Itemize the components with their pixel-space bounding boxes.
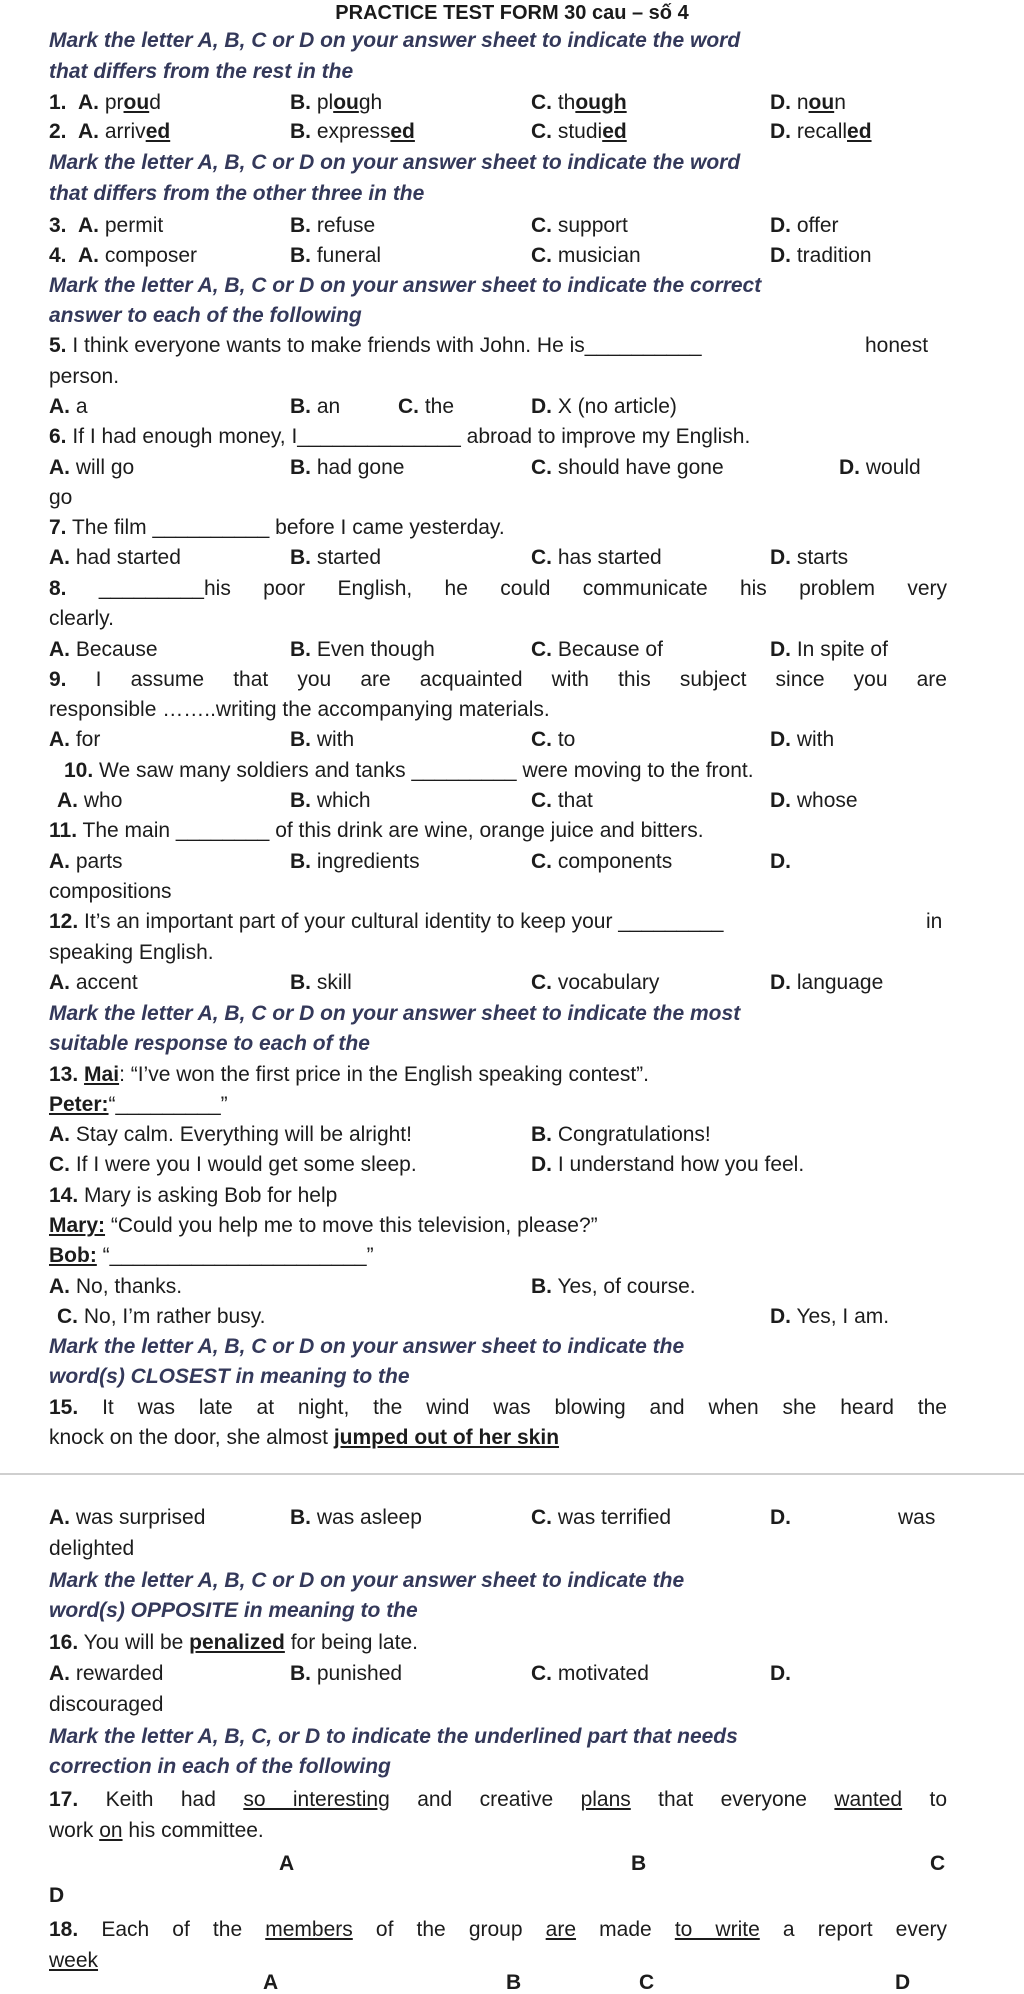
option-d-wrap: compositions xyxy=(49,880,172,903)
option-c: C. the xyxy=(398,395,455,418)
section-instruction: Mark the letter A, B, C or D on your answer sheet to indicate the correct xyxy=(49,274,762,297)
option-c: C. has started xyxy=(531,546,662,569)
option-a: A. No, thanks. xyxy=(49,1275,183,1298)
option-d-text: was xyxy=(898,1506,936,1529)
option-d: D. X (no article) xyxy=(531,395,677,418)
option-b: B. skill xyxy=(290,971,352,994)
option-c: C. studied xyxy=(531,120,627,143)
option-c: C. though xyxy=(531,91,627,114)
page-title: PRACTICE TEST FORM 30 cau – số 4 xyxy=(335,2,689,24)
option-c: C. No, I’m rather busy. xyxy=(57,1305,266,1328)
option-b: B. which xyxy=(290,789,371,812)
option-b: B. funeral xyxy=(290,244,382,267)
option-b: B. started xyxy=(290,546,382,569)
option-a: A. parts xyxy=(49,850,123,873)
option-d-wrap: discouraged xyxy=(49,1693,164,1716)
question-stem: 11. The main ________ of this drink are wine, orange juice and bitters. xyxy=(49,819,704,842)
section-instruction: Mark the letter A, B, C or D on your answer sheet to indicate the word xyxy=(49,29,741,52)
section-instruction: correction in each of the following xyxy=(49,1755,391,1778)
question-stem: week xyxy=(49,1949,99,1972)
option-d: D. starts xyxy=(770,546,849,569)
question-stem: clearly. xyxy=(49,607,114,630)
part-label-a: A xyxy=(279,1852,295,1875)
question-number: 2. xyxy=(49,120,67,143)
part-label-c: C xyxy=(639,1971,655,1994)
option-c: C. motivated xyxy=(531,1662,649,1685)
question-stem: speaking English. xyxy=(49,941,214,964)
option-c: C. Because of xyxy=(531,638,663,661)
part-label-d: D xyxy=(895,1971,911,1994)
option-c: C. should have gone xyxy=(531,456,724,479)
option-b: B. plough xyxy=(290,91,383,114)
dialogue-line: Mary: “Could you help me to move this television, please?” xyxy=(49,1214,598,1237)
option-a: A. was surprised xyxy=(49,1506,206,1529)
section-instruction: Mark the letter A, B, C or D on your answer sheet to indicate the xyxy=(49,1569,685,1592)
option-b: B. an xyxy=(290,395,341,418)
option-c: C. was terrified xyxy=(531,1506,672,1529)
option-a: A. Because xyxy=(49,638,158,661)
question-stem: responsible ……..writing the accompanying materials. xyxy=(49,698,550,721)
part-label-a: A xyxy=(263,1971,279,1994)
part-label-c: C xyxy=(930,1852,946,1875)
section-instruction: that differs from the other three in the xyxy=(49,182,425,205)
option-d: D. language xyxy=(770,971,884,994)
question-stem: 12. It’s an important part of your cultural identity to keep your _________ xyxy=(49,910,724,933)
question-stem: 14. Mary is asking Bob for help xyxy=(49,1184,338,1207)
option-a: A. composer xyxy=(78,244,198,267)
section-instruction: Mark the letter A, B, C or D on your answer sheet to indicate the word xyxy=(49,151,741,174)
response-line: Bob: “______________________” xyxy=(49,1244,374,1267)
option-d: D. In spite of xyxy=(770,638,888,661)
question-stem: knock on the door, she almost jumped out of her skin xyxy=(49,1426,560,1449)
option-a: A. will go xyxy=(49,456,135,479)
option-a: A. who xyxy=(57,789,123,812)
question-number: 4. xyxy=(49,244,67,267)
question-number: 1. xyxy=(49,91,67,114)
part-label-b: B xyxy=(506,1971,522,1994)
option-d: D. would xyxy=(839,456,921,479)
option-a: A. a xyxy=(49,395,88,418)
question-stem: 16. You will be penalized for being late. xyxy=(49,1631,418,1654)
question-stem: 9. I assume that you are acquainted with this subject since you are xyxy=(49,668,947,691)
option-d: D. Yes, I am. xyxy=(770,1305,890,1328)
option-d-wrap: delighted xyxy=(49,1537,135,1560)
option-d-wrap: go xyxy=(49,486,73,509)
part-label-b: B xyxy=(631,1852,647,1875)
page-divider xyxy=(0,1473,1024,1475)
question-stem: 6. If I had enough money, I______________ abroad to improve my English. xyxy=(49,425,751,448)
option-d: D. noun xyxy=(770,91,846,114)
question-stem: person. xyxy=(49,365,120,388)
question-stem: 5. I think everyone wants to make friends with John. He is__________ xyxy=(49,334,702,357)
option-c: C. to xyxy=(531,728,576,751)
option-d: D. with xyxy=(770,728,835,751)
question-stem: 8. _________his poor English, he could communicate his problem very xyxy=(49,577,947,600)
option-b: B. Congratulations! xyxy=(531,1123,711,1146)
option-b: B. refuse xyxy=(290,214,376,237)
section-instruction: that differs from the rest in the xyxy=(49,60,354,83)
option-b: B. expressed xyxy=(290,120,415,143)
question-stem: work on his committee. xyxy=(49,1819,264,1842)
question-stem-tail: in xyxy=(926,910,943,933)
option-d: D. offer xyxy=(770,214,839,237)
option-c: C. that xyxy=(531,789,593,812)
question-stem: 17. Keith had so interesting and creative plans that everyone wanted to xyxy=(49,1788,948,1811)
option-c: C. vocabulary xyxy=(531,971,660,994)
option-d: D. whose xyxy=(770,789,858,812)
option-b: B. had gone xyxy=(290,456,405,479)
option-a: A. accent xyxy=(49,971,138,994)
option-a: A. Stay calm. Everything will be alright! xyxy=(49,1123,412,1146)
option-a: A. permit xyxy=(78,214,164,237)
option-d: D. xyxy=(770,850,791,873)
question-stem: 15. It was late at night, the wind was blowing and when she heard the xyxy=(49,1396,947,1419)
option-a: A. had started xyxy=(49,546,181,569)
section-instruction: Mark the letter A, B, C or D on your answer sheet to indicate the most xyxy=(49,1002,741,1025)
question-number: 3. xyxy=(49,214,67,237)
section-instruction: answer to each of the following xyxy=(49,304,362,327)
response-line: Peter:“_________” xyxy=(49,1093,228,1116)
question-stem: 10. We saw many soldiers and tanks _________ were moving to the front. xyxy=(64,759,754,782)
option-d: D. I understand how you feel. xyxy=(531,1153,805,1176)
option-a: A. proud xyxy=(78,91,161,114)
option-d: D. xyxy=(770,1506,791,1529)
section-instruction: suitable response to each of the xyxy=(49,1032,370,1055)
option-d: D. recalled xyxy=(770,120,872,143)
option-a: A. rewarded xyxy=(49,1662,164,1685)
option-a: A. for xyxy=(49,728,101,751)
option-c: C. musician xyxy=(531,244,641,267)
option-c: C. If I were you I would get some sleep. xyxy=(49,1153,417,1176)
option-b: B. Even though xyxy=(290,638,435,661)
question-stem-tail: honest xyxy=(865,334,929,357)
section-instruction: word(s) OPPOSITE in meaning to the xyxy=(49,1599,418,1622)
section-instruction: word(s) CLOSEST in meaning to the xyxy=(49,1365,410,1388)
option-c: C. components xyxy=(531,850,673,873)
section-instruction: Mark the letter A, B, C, or D to indicate the underlined part that needs xyxy=(49,1725,738,1748)
question-stem: 18. Each of the members of the group are made to write a report every xyxy=(49,1918,948,1941)
option-b: B. punished xyxy=(290,1662,403,1685)
question-stem: 7. The film __________ before I came yesterday. xyxy=(49,516,505,539)
option-b: B. Yes, of course. xyxy=(531,1275,696,1298)
section-instruction: Mark the letter A, B, C or D on your answer sheet to indicate the xyxy=(49,1335,685,1358)
option-a: A. arrived xyxy=(78,120,171,143)
option-d: D. tradition xyxy=(770,244,872,267)
option-d: D. xyxy=(770,1662,791,1685)
option-b: B. ingredients xyxy=(290,850,420,873)
option-b: B. with xyxy=(290,728,355,751)
option-b: B. was asleep xyxy=(290,1506,422,1529)
option-c: C. support xyxy=(531,214,628,237)
question-stem: 13. Mai: “I’ve won the first price in the English speaking contest”. xyxy=(49,1063,649,1086)
part-label-d: D xyxy=(49,1884,65,1907)
